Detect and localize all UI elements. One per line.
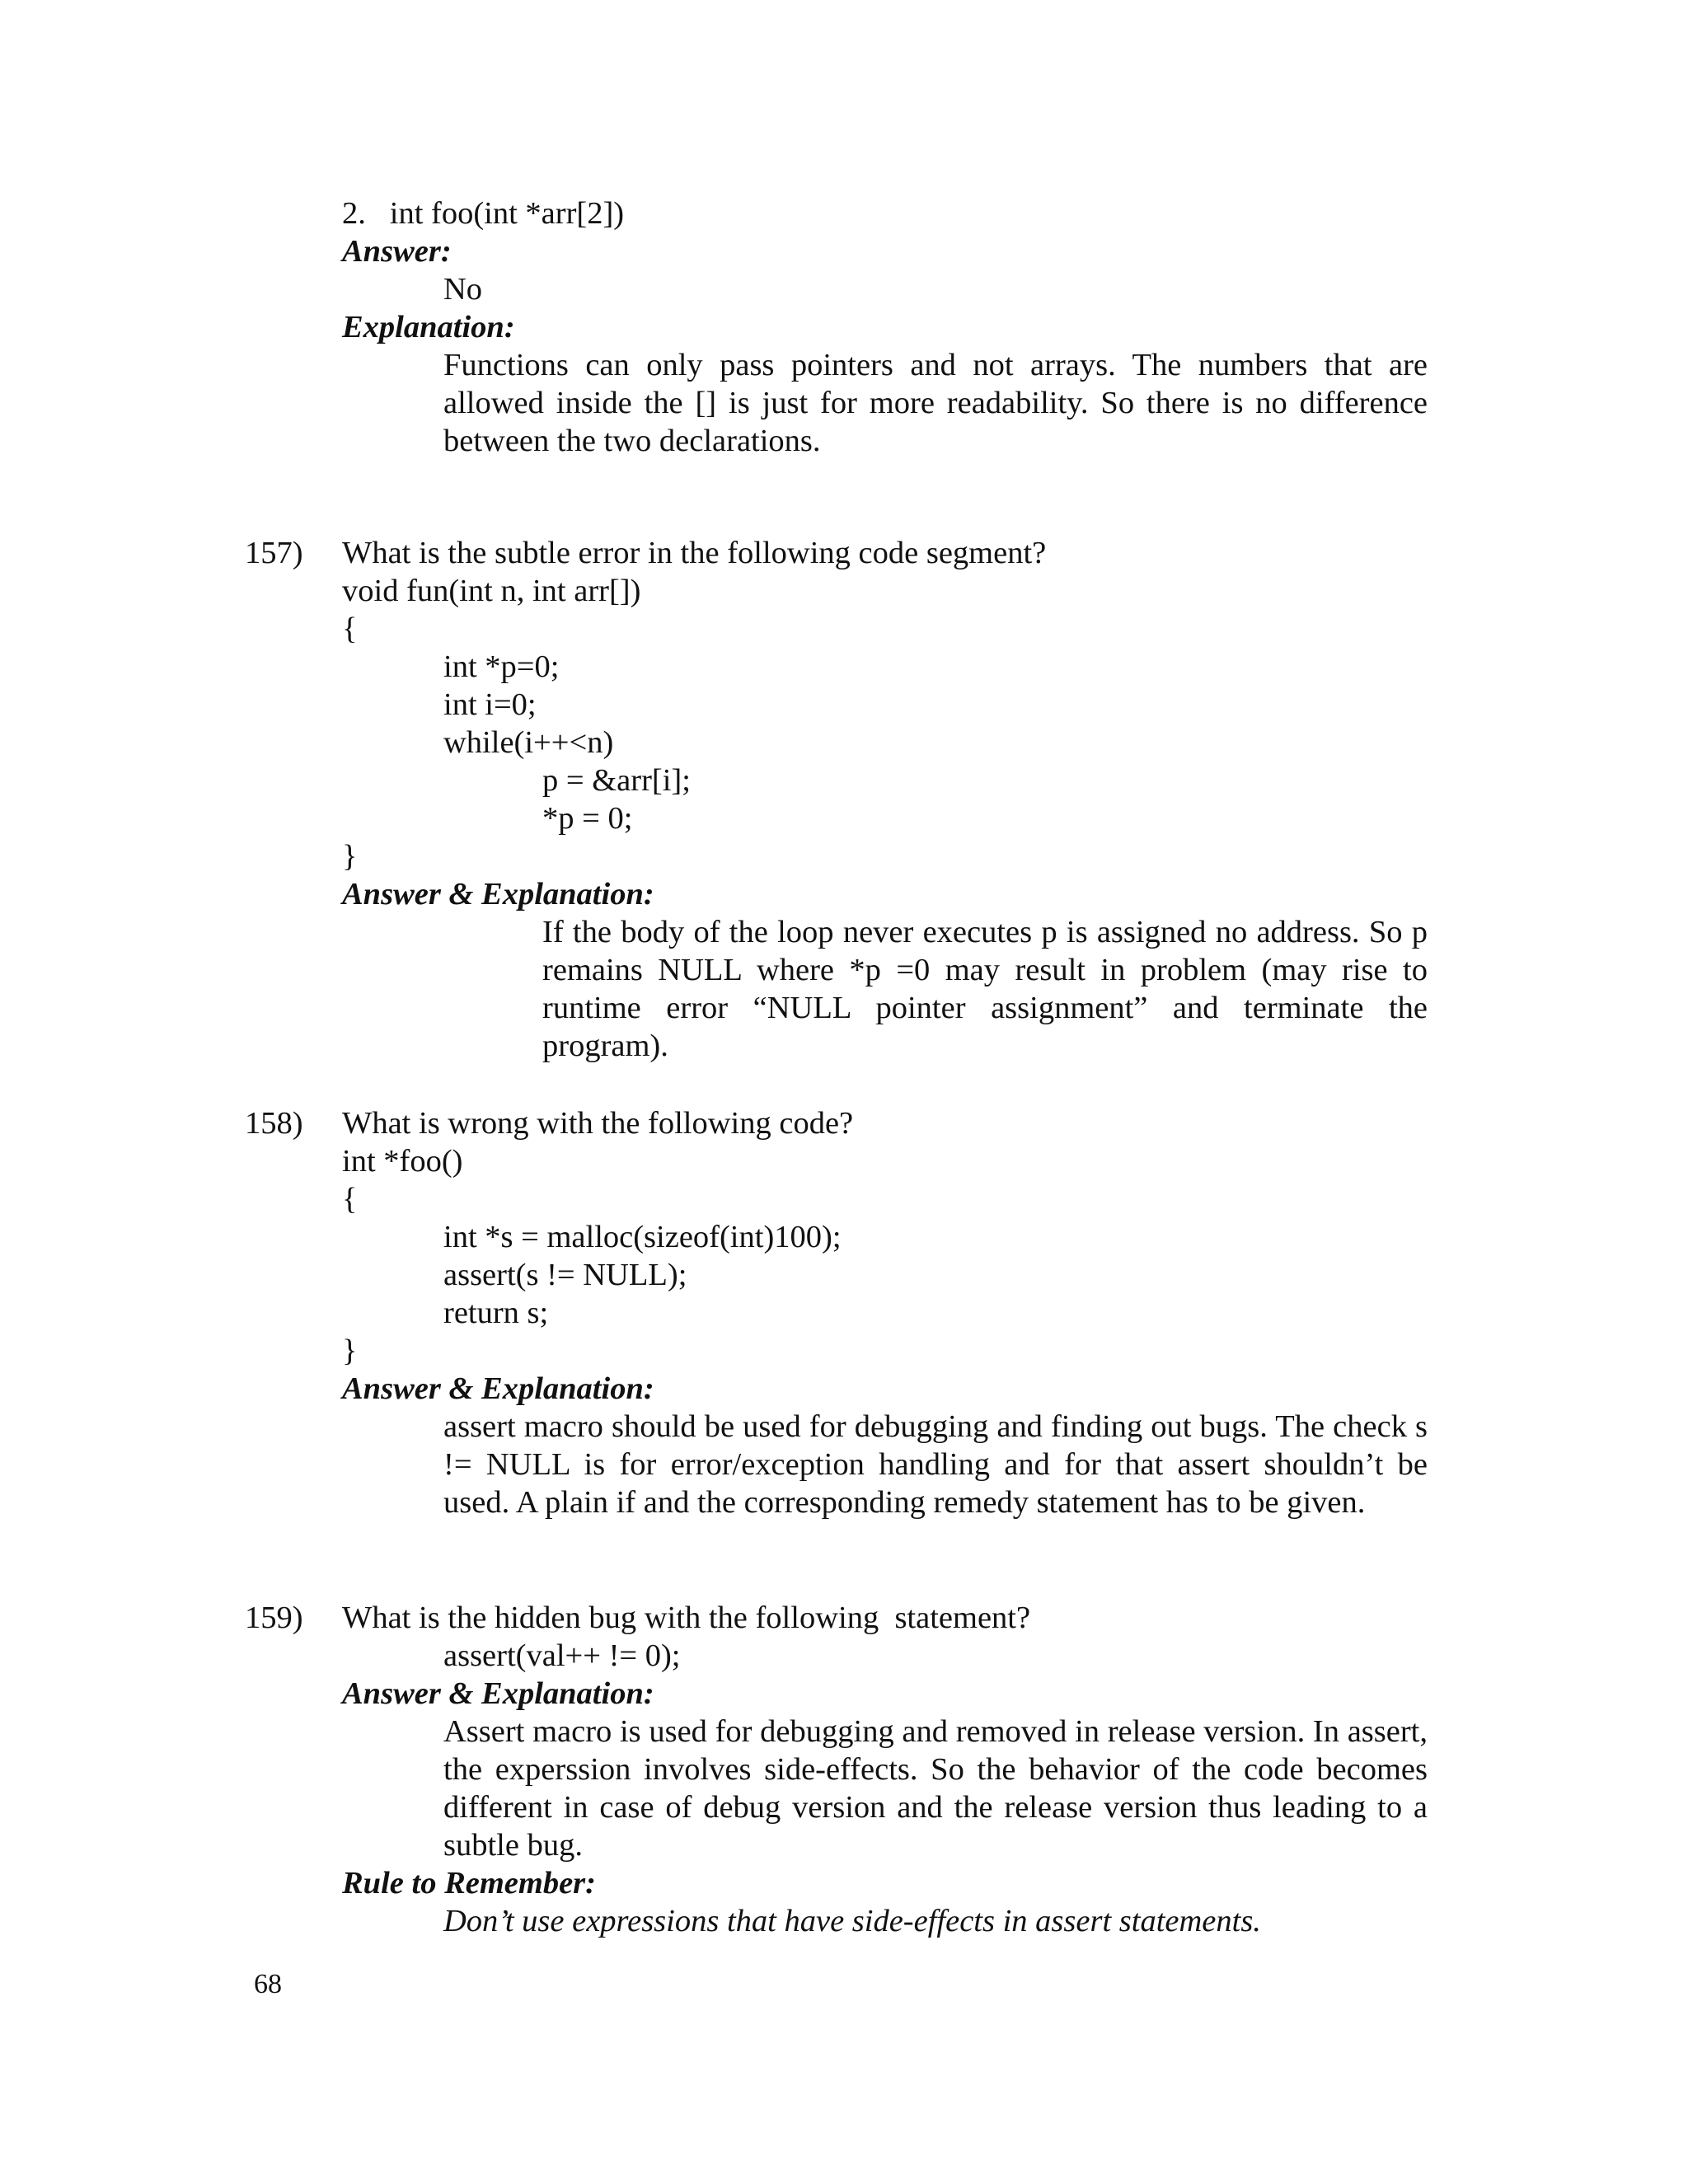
answer-heading: Answer: <box>342 234 452 269</box>
answer-explanation-heading-158: Answer & Explanation: <box>342 1371 654 1406</box>
code-line: void fun(int n, int arr[]) <box>342 574 641 608</box>
answer-explanation-heading-157: Answer & Explanation: <box>342 877 654 912</box>
explanation-paragraph: Functions can only pass pointers and not arrays. The numbers that are allowed inside the [] is just for more readability. So there is no difference between the two declarations. <box>443 348 1428 458</box>
code-line: assert(val++ != 0); <box>443 1638 681 1673</box>
code-line: return s; <box>443 1296 549 1330</box>
page-number: 68 <box>254 1969 282 1999</box>
code-line: int i=0; <box>443 687 537 722</box>
explanation-paragraph-159: Assert macro is used for debugging and removed in release version. In assert, the experssion involves side-effects. So the behavior of the code becomes different in case of debug version and the release version thus leading to a subtle bug. <box>443 1714 1428 1863</box>
explanation-paragraph-158: assert macro should be used for debugging and finding out bugs. The check s != NULL is for error/exception handling and for that assert shouldn’t be used. A plain if and the corresponding remedy statement has to be given. <box>443 1409 1428 1520</box>
question-text-159: What is the hidden bug with the following statement? <box>342 1601 1031 1635</box>
code-line: { <box>342 1182 358 1216</box>
code-line: int *p=0; <box>443 649 560 684</box>
question-number-158: 158) <box>245 1106 303 1141</box>
explanation-paragraph-157: If the body of the loop never executes p is assigned no address. So p remains NULL where *p =0 may result in problem (may rise to runtime error “NULL pointer assignment” and terminate the program). <box>542 915 1428 1063</box>
question-number-157: 157) <box>245 536 303 570</box>
code-line: int *s = malloc(sizeof(int)100); <box>443 1220 842 1254</box>
answer-explanation-heading-159: Answer & Explanation: <box>342 1676 654 1711</box>
code-line: { <box>342 612 358 646</box>
code-line: assert(s != NULL); <box>443 1258 687 1292</box>
code-line: p = &arr[i]; <box>542 763 691 798</box>
code-line: while(i++<n) <box>443 725 614 760</box>
explanation-heading: Explanation: <box>342 310 515 344</box>
rule-heading: Rule to Remember: <box>342 1866 596 1900</box>
question-text-158: What is wrong with the following code? <box>342 1106 854 1141</box>
rule-text: Don’t use expressions that have side-effects in assert statements. <box>443 1904 1261 1938</box>
question-number-159: 159) <box>245 1601 303 1635</box>
code-line: int *foo() <box>342 1144 463 1179</box>
code-line: *p = 0; <box>542 801 633 836</box>
item-line: 2. int foo(int *arr[2]) <box>342 196 625 231</box>
code-line: } <box>342 839 358 874</box>
answer-text: No <box>443 272 483 307</box>
question-text-157: What is the subtle error in the following code segment? <box>342 536 1047 570</box>
code-line: } <box>342 1333 358 1368</box>
